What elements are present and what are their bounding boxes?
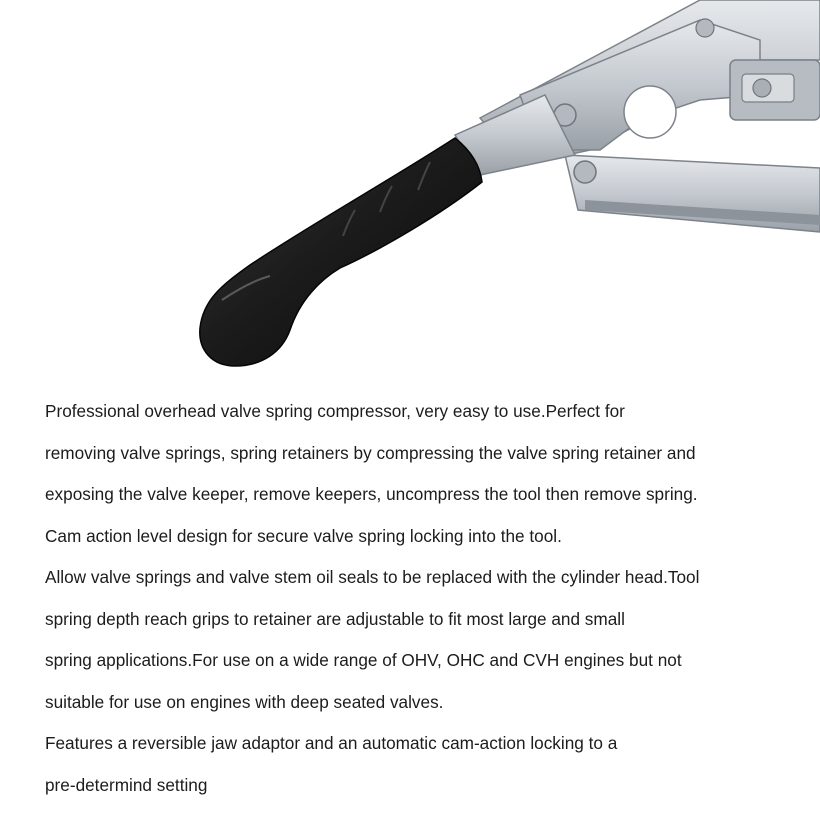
description-line: Cam action level design for secure valve spring locking into the tool. xyxy=(45,525,562,546)
description-line: Allow valve springs and valve stem oil seals to be replaced with the cylinder head.Tool xyxy=(45,567,700,587)
description-line: spring depth reach grips to retainer are adjustable to fit most large and small xyxy=(45,608,625,629)
description-line: Professional overhead valve spring compressor, very easy to use.Perfect for xyxy=(45,401,625,421)
description-line: spring applications.For use on a wide range of OHV, OHC and CVH engines but not xyxy=(45,650,682,670)
valve-spring-compressor-photo xyxy=(0,0,820,385)
description-line: removing valve springs, spring retainers by compressing the valve spring retainer and xyxy=(45,442,696,463)
description-line: pre-determind setting xyxy=(45,774,208,795)
description-line: suitable for use on engines with deep seated valves. xyxy=(45,691,444,712)
description-line: Features a reversible jaw adaptor and an automatic cam-action locking to a xyxy=(45,733,618,753)
product-description xyxy=(45,393,810,808)
description-line: exposing the valve keeper, remove keepers, uncompress the tool then remove spring. xyxy=(45,484,698,504)
